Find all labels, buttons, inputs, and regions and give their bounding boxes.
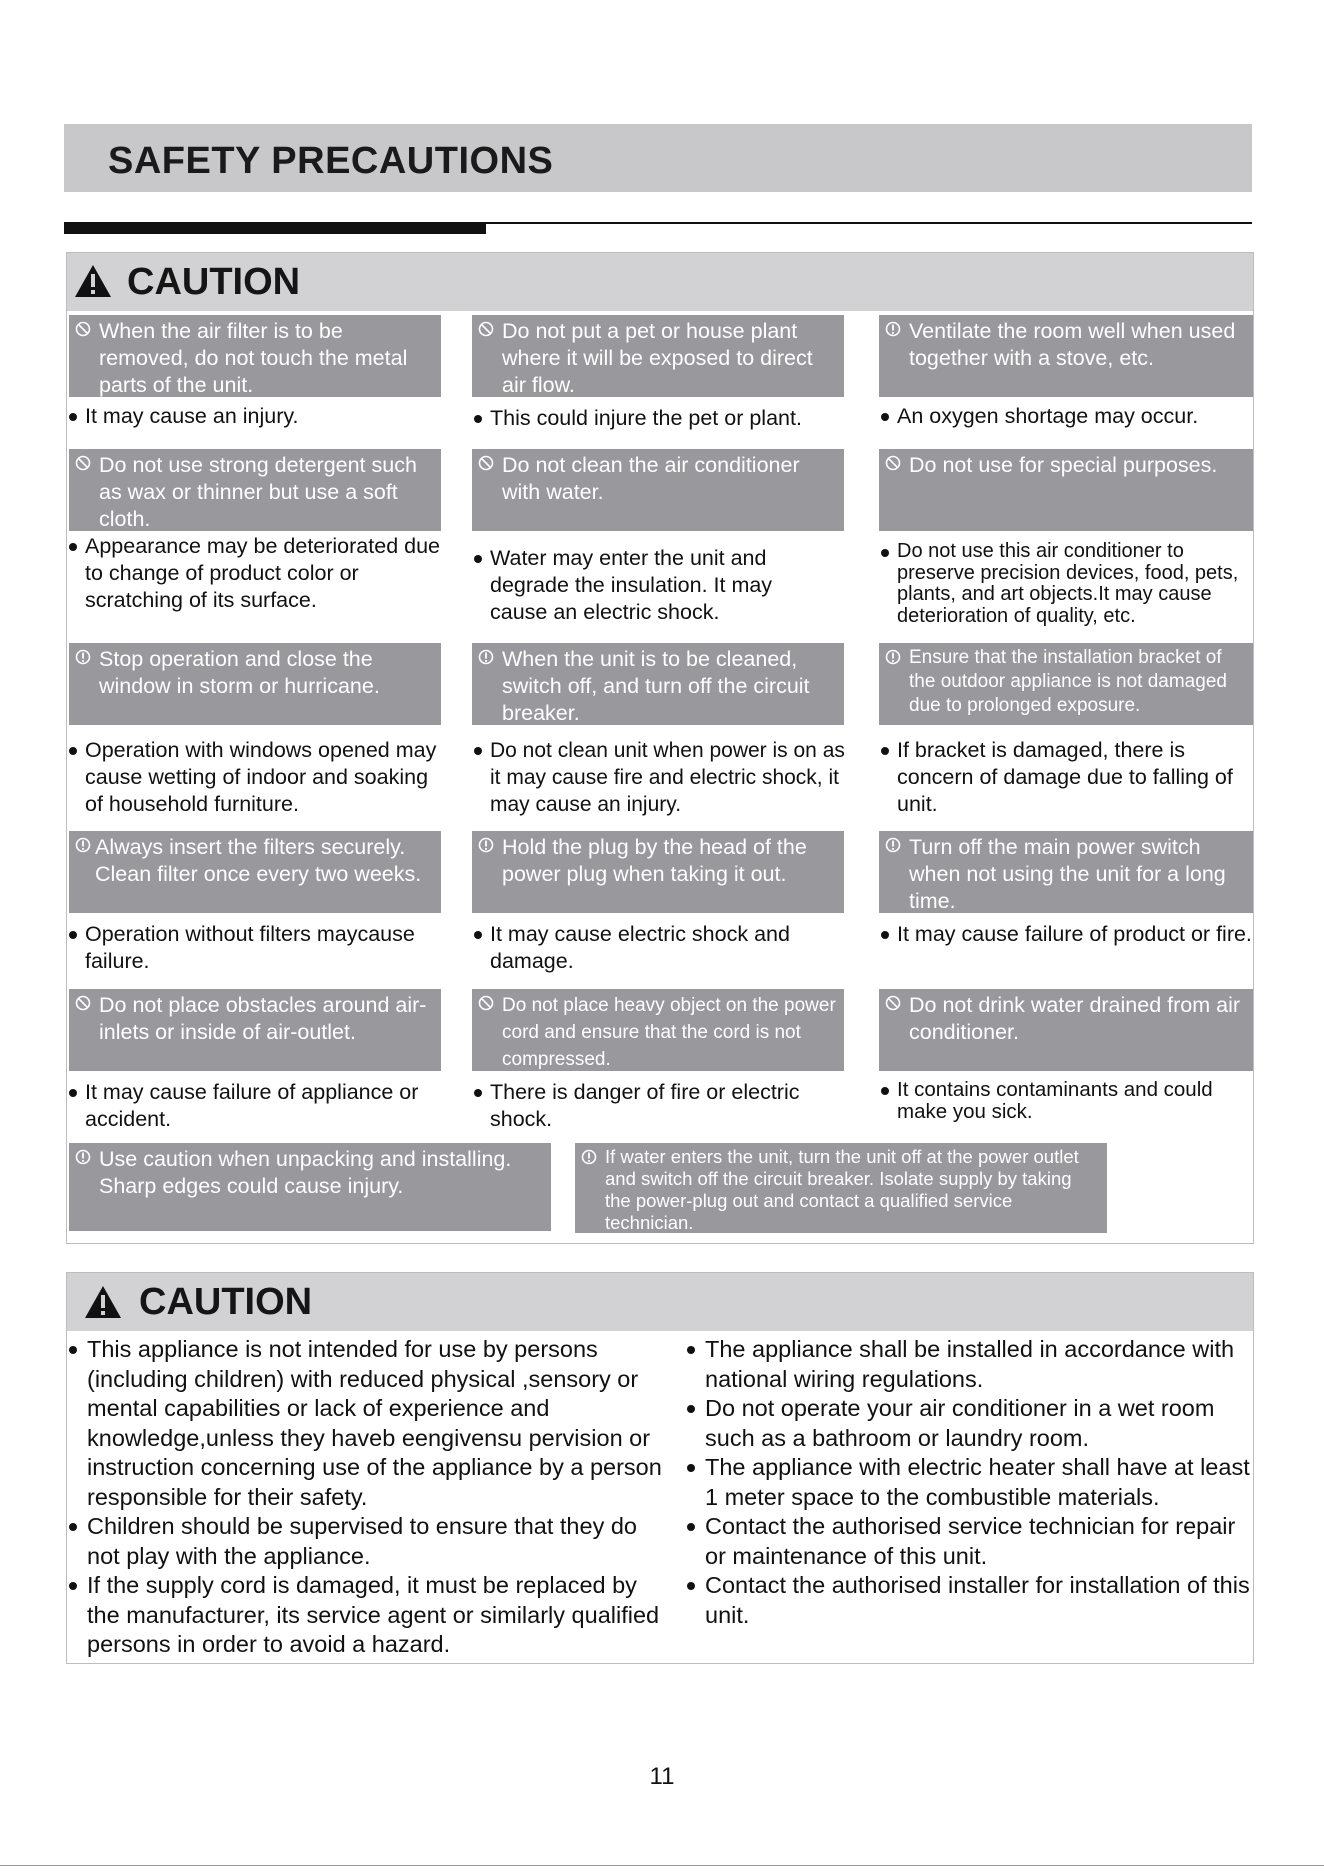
- prohibited-icon: [478, 455, 494, 471]
- caution-title: CAUTION: [127, 261, 301, 303]
- card-text: Do not put a pet or house plant where it will be exposed to direct air flow.: [502, 319, 813, 397]
- caution-note: [67, 533, 447, 614]
- list-item-text: Do not operate your air conditioner in a wet room such as a bathroom or laundry room.: [705, 1395, 1215, 1451]
- list-item-text: The appliance shall be installed in accordance with national wiring regulations.: [705, 1336, 1235, 1392]
- card-text: Do not place obstacles around air-inlets or inside of air-outlet.: [99, 993, 427, 1044]
- page-number: 11: [649, 1763, 675, 1790]
- caution-note: [472, 405, 844, 432]
- prohibited-icon: [75, 995, 91, 1011]
- caution-card: [879, 989, 1253, 1071]
- caution-note: [879, 737, 1253, 818]
- list-item: [67, 1335, 667, 1512]
- caution-section-2: [66, 1272, 1254, 1664]
- caution-card: [879, 449, 1253, 531]
- bullet-icon: [69, 1089, 77, 1097]
- note-text: This could injure the pet or plant.: [490, 406, 802, 430]
- caution-card: [472, 449, 844, 531]
- caution-note: [879, 921, 1253, 948]
- warning-triangle-icon: [73, 263, 113, 299]
- list-item: [685, 1335, 1251, 1394]
- warning-triangle-icon: [83, 1284, 123, 1320]
- caution-note: [879, 403, 1253, 430]
- caution-note: [67, 403, 439, 430]
- caution-note: [67, 1079, 439, 1133]
- caution-card: [69, 643, 441, 725]
- bullet-icon: [881, 931, 889, 939]
- note-text: It contains contaminants and could make you sick.: [897, 1078, 1213, 1123]
- note-text: If bracket is damaged, there is concern of damage due to falling of unit.: [897, 738, 1233, 816]
- card-text: Hold the plug by the head of the power plug when taking it out.: [502, 835, 807, 886]
- bullet-icon: [687, 1582, 695, 1590]
- caution-card: [879, 831, 1253, 913]
- note-text: Do not clean unit when power is on as it may cause fire and electric shock, it may cause an injury.: [490, 739, 845, 816]
- caution-header: [67, 1273, 1253, 1331]
- note-text: Water may enter the unit and degrade the insulation. It may cause an electric shock.: [490, 546, 773, 624]
- bullet-icon: [881, 747, 889, 755]
- caution-card: [69, 831, 441, 913]
- mandatory-icon: [478, 837, 494, 853]
- page-header: [64, 124, 1252, 192]
- caution-list-right: [685, 1335, 1251, 1630]
- bullet-icon: [69, 1523, 77, 1531]
- caution-card: [472, 643, 844, 725]
- card-text: When the air filter is to be removed, do not touch the metal parts of the unit.: [99, 319, 408, 397]
- prohibited-icon: [885, 995, 901, 1011]
- bullet-icon: [687, 1464, 695, 1472]
- list-item: [685, 1394, 1251, 1453]
- card-text: Always insert the filters securely. Clean filter once every two weeks.: [95, 835, 422, 886]
- note-text: An oxygen shortage may occur.: [897, 404, 1199, 428]
- caution-card: [69, 1143, 551, 1231]
- mandatory-icon: [75, 649, 91, 665]
- mandatory-icon: [581, 1149, 597, 1165]
- page-title: SAFETY PRECAUTIONS: [108, 140, 554, 182]
- note-text: It may cause electric shock and damage.: [490, 922, 790, 973]
- list-item-text: Children should be supervised to ensure that they do not play with the appliance.: [87, 1513, 637, 1569]
- caution-card: [69, 989, 441, 1071]
- prohibited-icon: [885, 455, 901, 471]
- prohibited-icon: [478, 995, 494, 1011]
- caution-note: [472, 545, 802, 626]
- card-text: Ensure that the installation bracket of the outdoor appliance is not damaged due to prolonged exposure.: [909, 647, 1227, 716]
- card-text: Stop operation and close the window in storm or hurricane.: [99, 647, 380, 698]
- card-text: Turn off the main power switch when not using the unit for a long time.: [909, 835, 1226, 913]
- card-text: Do not use strong detergent such as wax or thinner but use a soft cloth.: [99, 453, 417, 531]
- prohibited-icon: [75, 455, 91, 471]
- caution-header: [67, 253, 1253, 311]
- card-text: Do not place heavy object on the power cord and ensure that the cord is not compressed.: [502, 995, 836, 1070]
- list-item-text: If the supply cord is damaged, it must be replaced by the manufacturer, its service agent or similarly qualified persons in order to avoid a hazard.: [87, 1572, 660, 1657]
- note-text: Operation without filters maycause failure.: [85, 922, 415, 973]
- caution-note: [472, 1079, 844, 1133]
- caution-note: [879, 541, 1253, 627]
- bullet-icon: [687, 1523, 695, 1531]
- caution-section-1: [66, 252, 1254, 1244]
- caution-note: [67, 921, 439, 975]
- list-item: [67, 1512, 667, 1571]
- prohibited-icon: [478, 321, 494, 337]
- bullet-icon: [881, 413, 889, 421]
- caution-note: [879, 1079, 1253, 1123]
- caution-card: [69, 315, 441, 397]
- bullet-icon: [69, 1582, 77, 1590]
- bullet-icon: [474, 1089, 482, 1097]
- caution-note: [472, 921, 844, 975]
- card-text: Ventilate the room well when used together with a stove, etc.: [909, 319, 1236, 370]
- bullet-icon: [69, 747, 77, 755]
- list-item-text: This appliance is not intended for use by persons (including children) with reduced physical ,sensory or mental capabilities or lack of experience and knowledge,unless they haveb eengivensu pervision or instruction concerning use of the appliance by a person responsible for their safety.: [87, 1336, 662, 1510]
- divider-accent: [64, 222, 486, 234]
- caution-card: [879, 643, 1253, 725]
- card-text: Do not use for special purposes.: [909, 453, 1218, 477]
- note-text: It may cause an injury.: [85, 404, 299, 428]
- caution-note: [472, 737, 857, 818]
- bullet-icon: [687, 1346, 695, 1354]
- bullet-icon: [474, 747, 482, 755]
- note-text: There is danger of fire or electric shock.: [490, 1080, 800, 1131]
- card-text: Use caution when unpacking and installing. Sharp edges could cause injury.: [99, 1147, 512, 1198]
- bullet-icon: [69, 413, 77, 421]
- card-text: If water enters the unit, turn the unit off at the power outlet and switch off the circuit breaker. Isolate supply by taking the power-plug out and contact a qualified service technician.: [605, 1146, 1079, 1233]
- bullet-icon: [881, 549, 889, 557]
- list-item: [685, 1512, 1251, 1571]
- list-item-text: Contact the authorised installer for installation of this unit.: [705, 1572, 1250, 1628]
- bullet-icon: [474, 415, 482, 423]
- bottom-rule: [0, 1865, 1324, 1866]
- card-text: When the unit is to be cleaned, switch off, and turn off the circuit breaker.: [502, 647, 810, 725]
- bullet-icon: [474, 931, 482, 939]
- caution-card: [69, 449, 441, 531]
- mandatory-icon: [75, 837, 91, 853]
- list-item-text: Contact the authorised service technician for repair or maintenance of this unit.: [705, 1513, 1236, 1569]
- list-item: [67, 1571, 667, 1660]
- caution-title: CAUTION: [139, 1281, 313, 1323]
- note-text: Operation with windows opened may cause wetting of indoor and soaking of household furniture.: [85, 738, 437, 816]
- caution-card: [472, 315, 844, 397]
- prohibited-icon: [75, 321, 91, 337]
- caution-card: [472, 831, 844, 913]
- bullet-icon: [69, 1346, 77, 1354]
- note-text: It may cause failure of appliance or accident.: [85, 1080, 419, 1131]
- mandatory-icon: [885, 837, 901, 853]
- caution-card: [472, 989, 844, 1071]
- card-text: Do not clean the air conditioner with water.: [502, 453, 800, 504]
- card-text: Do not drink water drained from air conditioner.: [909, 993, 1241, 1044]
- bullet-icon: [69, 543, 77, 551]
- bullet-icon: [69, 931, 77, 939]
- caution-note: [67, 737, 439, 818]
- list-item-text: The appliance with electric heater shall have at least 1 meter space to the combustible materials.: [705, 1454, 1250, 1510]
- mandatory-icon: [478, 649, 494, 665]
- caution-card: [879, 315, 1253, 397]
- bullet-icon: [687, 1405, 695, 1413]
- note-text: It may cause failure of product or fire.: [897, 922, 1252, 946]
- caution-list-left: [67, 1335, 667, 1660]
- caution-card: [575, 1143, 1107, 1233]
- mandatory-icon: [885, 321, 901, 337]
- list-item: [685, 1453, 1251, 1512]
- bullet-icon: [474, 555, 482, 563]
- mandatory-icon: [885, 649, 901, 665]
- list-item: [685, 1571, 1251, 1630]
- mandatory-icon: [75, 1149, 91, 1165]
- note-text: Do not use this air conditioner to preserve precision devices, food, pets, plants, and art objects.It may cause deterioration of quality, etc.: [897, 540, 1239, 627]
- bullet-icon: [881, 1087, 889, 1095]
- note-text: Appearance may be deteriorated due to change of product color or scratching of its surface.: [85, 534, 440, 612]
